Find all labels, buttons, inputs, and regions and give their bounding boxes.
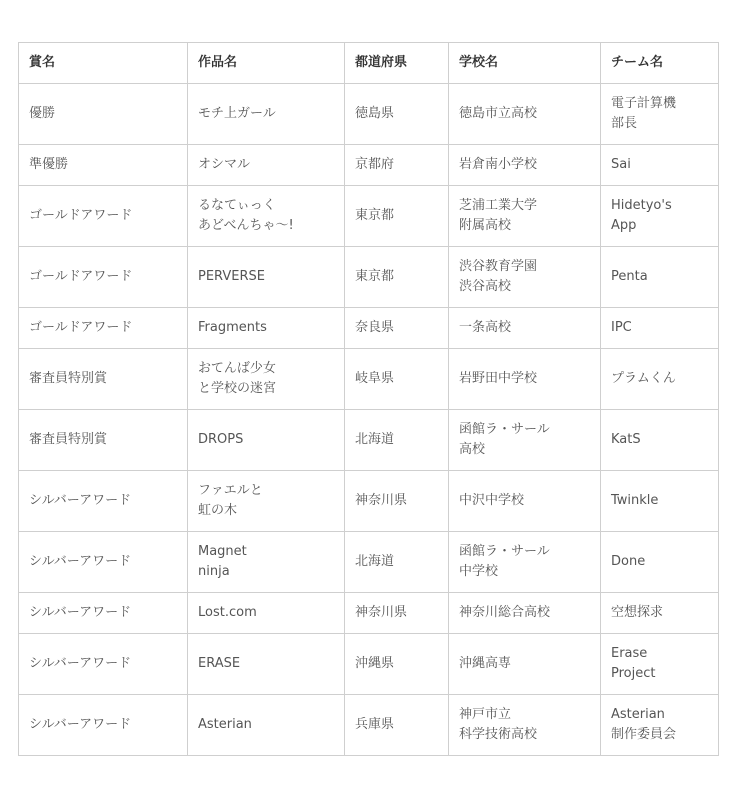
cell-text: Hidetyo's — [611, 198, 672, 213]
award-cell — [19, 308, 188, 349]
cell-text: 制作委員会 — [611, 727, 677, 742]
cell-text: オシマル — [198, 157, 251, 172]
school-cell — [449, 145, 601, 186]
cell-text: 沖縄高専 — [459, 656, 512, 671]
cell-text: 高校 — [459, 442, 486, 457]
prefecture-cell — [345, 471, 449, 532]
cell-text: 兵庫県 — [355, 717, 395, 732]
table-row — [19, 349, 719, 410]
cell-text: Penta — [611, 269, 648, 284]
team-cell — [601, 186, 719, 247]
cell-text: シルバーアワード — [29, 717, 132, 732]
cell-text: 奈良県 — [355, 320, 395, 335]
cell-text: Sai — [611, 157, 631, 172]
team-cell — [601, 247, 719, 308]
school-cell — [449, 186, 601, 247]
cell-text: 審査員特別賞 — [29, 371, 108, 386]
cell-text: るなてぃっく — [198, 198, 276, 213]
cell-text: Erase — [611, 646, 648, 661]
work-cell — [188, 593, 345, 634]
cell-text: Fragments — [198, 320, 267, 335]
cell-text: 岩倉南小学校 — [459, 157, 538, 172]
header-work: 作品名 — [188, 43, 345, 84]
cell-text: 電子計算機 — [611, 96, 677, 111]
cell-text: 一条高校 — [459, 320, 512, 335]
cell-text: 芝浦工業大学 — [459, 198, 538, 213]
prefecture-cell — [345, 532, 449, 593]
cell-text: Done — [611, 554, 646, 569]
table-row — [19, 471, 719, 532]
cell-text: 東京都 — [355, 269, 395, 284]
table-row — [19, 84, 719, 145]
cell-text: App — [611, 218, 637, 233]
cell-text: IPC — [611, 320, 632, 335]
cell-text: 神奈川県 — [355, 493, 408, 508]
prefecture-cell — [345, 349, 449, 410]
work-cell — [188, 532, 345, 593]
award-cell — [19, 634, 188, 695]
header-prefecture: 都道府県 — [345, 43, 449, 84]
work-cell — [188, 145, 345, 186]
table-row — [19, 634, 719, 695]
table-row — [19, 247, 719, 308]
team-cell — [601, 634, 719, 695]
prefecture-cell — [345, 247, 449, 308]
award-cell — [19, 84, 188, 145]
team-cell — [601, 593, 719, 634]
cell-text: 函館ラ・サール — [459, 422, 550, 437]
cell-text: KatS — [611, 432, 641, 447]
cell-text: 部長 — [611, 116, 638, 131]
cell-text: 神奈川県 — [355, 605, 408, 620]
cell-text: 準優勝 — [29, 157, 69, 172]
school-cell — [449, 532, 601, 593]
cell-text: 北海道 — [355, 432, 395, 447]
awards-table — [18, 42, 719, 756]
work-cell — [188, 410, 345, 471]
cell-text: シルバーアワード — [29, 493, 132, 508]
prefecture-cell — [345, 593, 449, 634]
award-cell — [19, 695, 188, 756]
school-cell — [449, 349, 601, 410]
cell-text: 東京都 — [355, 208, 395, 223]
work-cell — [188, 247, 345, 308]
cell-text: 空想探求 — [611, 605, 664, 620]
school-cell — [449, 84, 601, 145]
school-cell — [449, 410, 601, 471]
cell-text: 北海道 — [355, 554, 395, 569]
work-cell — [188, 349, 345, 410]
cell-text: 岩野田中学校 — [459, 371, 538, 386]
table-row — [19, 532, 719, 593]
school-cell — [449, 593, 601, 634]
team-cell — [601, 410, 719, 471]
cell-text: ゴールドアワード — [29, 269, 133, 284]
table-body — [19, 84, 719, 756]
team-cell — [601, 471, 719, 532]
table-row — [19, 695, 719, 756]
work-cell — [188, 634, 345, 695]
work-cell — [188, 308, 345, 349]
cell-text: Lost.com — [198, 605, 257, 620]
prefecture-cell — [345, 145, 449, 186]
table-row — [19, 410, 719, 471]
award-cell — [19, 349, 188, 410]
award-cell — [19, 593, 188, 634]
table-header-row — [19, 43, 719, 84]
header-team: チーム名 — [601, 43, 719, 84]
cell-text: シルバーアワード — [29, 605, 132, 620]
prefecture-cell — [345, 410, 449, 471]
cell-text: 附属高校 — [459, 218, 512, 233]
cell-text: シルバーアワード — [29, 554, 132, 569]
award-cell — [19, 247, 188, 308]
cell-text: ninja — [198, 564, 230, 579]
cell-text: 神奈川総合高校 — [459, 605, 551, 620]
cell-text: Asterian — [198, 717, 252, 732]
cell-text: 徳島県 — [355, 106, 395, 121]
team-cell — [601, 532, 719, 593]
team-cell — [601, 145, 719, 186]
team-cell — [601, 308, 719, 349]
school-cell — [449, 471, 601, 532]
school-cell — [449, 308, 601, 349]
award-cell — [19, 145, 188, 186]
cell-text: 優勝 — [29, 106, 56, 121]
cell-text: 徳島市立高校 — [459, 106, 538, 121]
work-cell — [188, 471, 345, 532]
cell-text: 審査員特別賞 — [29, 432, 108, 447]
header-award: 賞名 — [19, 43, 188, 84]
school-cell — [449, 695, 601, 756]
school-cell — [449, 634, 601, 695]
cell-text: 渋谷教育学園 — [459, 259, 538, 274]
table-row — [19, 145, 719, 186]
cell-text: シルバーアワード — [29, 656, 132, 671]
prefecture-cell — [345, 308, 449, 349]
cell-text: ゴールドアワード — [29, 208, 133, 223]
cell-text: と学校の迷宮 — [198, 381, 277, 396]
cell-text: PERVERSE — [198, 269, 265, 284]
work-cell — [188, 695, 345, 756]
table-row — [19, 186, 719, 247]
award-cell — [19, 532, 188, 593]
cell-text: 沖縄県 — [355, 656, 395, 671]
cell-text: プラムくん — [611, 371, 676, 386]
award-cell — [19, 186, 188, 247]
cell-text: ゴールドアワード — [29, 320, 133, 335]
cell-text: おてんば少女 — [198, 361, 276, 376]
cell-text: Asterian — [611, 707, 665, 722]
cell-text: DROPS — [198, 432, 244, 447]
cell-text: 虹の木 — [198, 503, 238, 518]
cell-text: Project — [611, 666, 656, 681]
cell-text: 中沢中学校 — [459, 493, 525, 508]
school-cell — [449, 247, 601, 308]
prefecture-cell — [345, 84, 449, 145]
cell-text: Twinkle — [611, 493, 659, 508]
cell-text: 函館ラ・サール — [459, 544, 550, 559]
award-cell — [19, 410, 188, 471]
header-school: 学校名 — [449, 43, 601, 84]
team-cell — [601, 84, 719, 145]
work-cell — [188, 84, 345, 145]
team-cell — [601, 349, 719, 410]
cell-text: あどべんちゃ〜! — [198, 218, 294, 233]
table-row — [19, 308, 719, 349]
prefecture-cell — [345, 695, 449, 756]
team-cell — [601, 695, 719, 756]
cell-text: 神戸市立 — [459, 707, 512, 722]
cell-text: Magnet — [198, 544, 247, 559]
cell-text: ERASE — [198, 656, 241, 671]
cell-text: モチ上ガール — [198, 106, 276, 121]
cell-text: 京都府 — [355, 157, 395, 172]
award-cell — [19, 471, 188, 532]
cell-text: ファエルと — [198, 483, 263, 498]
prefecture-cell — [345, 634, 449, 695]
table-row — [19, 593, 719, 634]
cell-text: 科学技術高校 — [459, 727, 538, 742]
cell-text: 渋谷高校 — [459, 279, 512, 294]
work-cell — [188, 186, 345, 247]
cell-text: 中学校 — [459, 564, 499, 579]
prefecture-cell — [345, 186, 449, 247]
cell-text: 岐阜県 — [355, 371, 395, 386]
